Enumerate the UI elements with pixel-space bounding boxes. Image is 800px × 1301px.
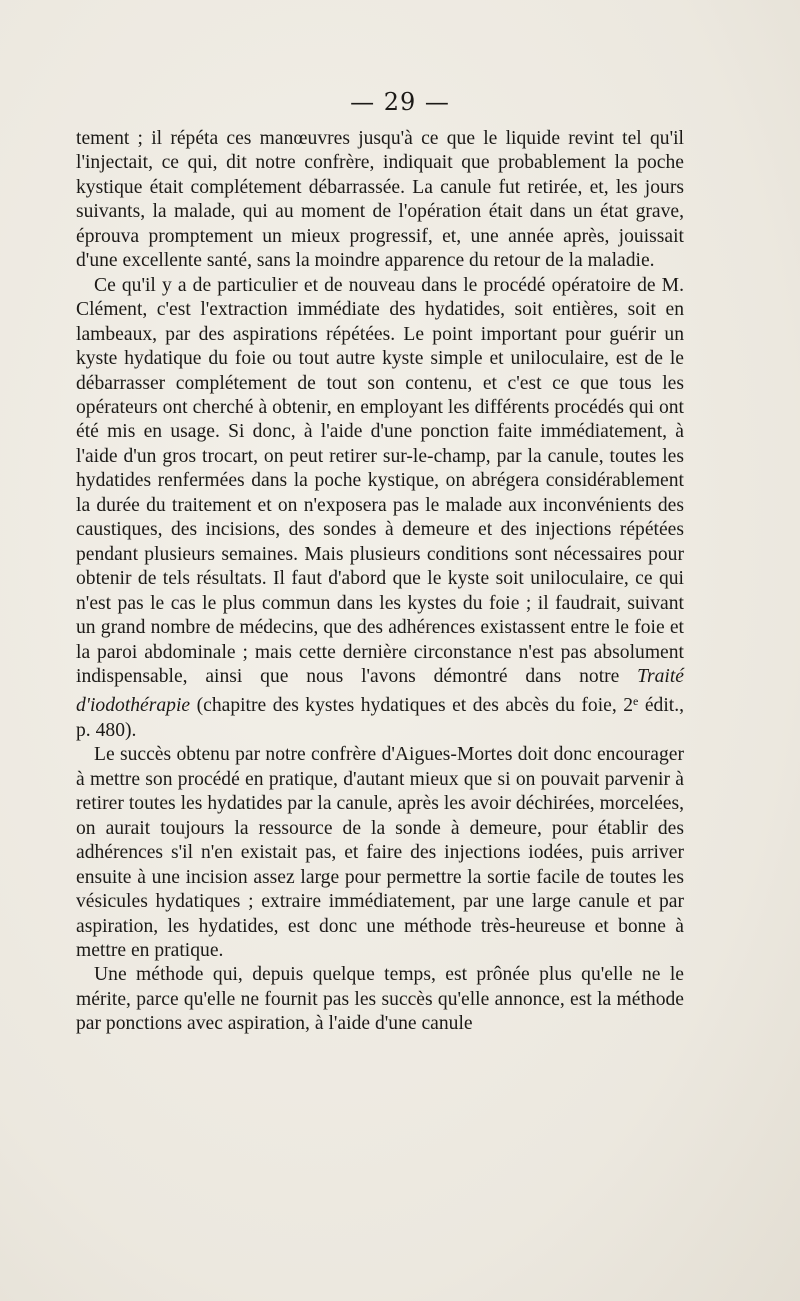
paragraph-3 [76, 743, 684, 963]
paragraph-4 [76, 963, 684, 1036]
superscript: e [633, 694, 639, 709]
paragraph-text: tement ; il répéta ces manœuvres jusqu'à ce que le liquide revint tel qu'il l'injectait, ce qui, dit notre confrère, indiquait que probablement la poche kystique était complétement débarrassée. La canule fut retirée, et, les jours suivants, la malade, qui au moment de l'opération était dans un état grave, éprouva promptement un mieux progressif, et, une année après, jouissait d'une excellente santé, sans la moindre apparence du retour de la maladie. [76, 128, 684, 272]
paragraph-1 [76, 127, 684, 274]
paragraph-text: Le succès obtenu par notre confrère d'Aigues-Mortes doit donc encourager à mettre son procédé en pratique, d'autant mieux que si on pouvait parvenir à retirer toutes les hydatides par la canule, après les avoir déchirées, morcelées, on aurait toujours la ressource de la sonde à demeure, pour établir des adhérences s'il n'en existait pas, et faire des injections iodées, puis arriver ensuite à une incision assez large pour permettre la sortie facile de toutes les vésicules hydatiques ; extraire immédiatement, par une large canule et par aspiration, les hydatides, est donc une méthode très-heureuse et bonne à mettre en pratique. [76, 744, 684, 961]
paragraph-text: (chapitre des kystes hydatiques et des abcès du foie, 2 [190, 695, 634, 717]
paragraph-2 [76, 274, 684, 744]
paragraph-text: Une méthode qui, depuis quelque temps, est prônée plus qu'elle ne le mérite, parce qu'elle ne fournit pas les succès qu'elle annonce, est la méthode par ponctions avec aspiration, à l'aide d'une canule [76, 964, 684, 1035]
body-text [76, 127, 684, 1037]
book-title: Traité d'iodothérapie [76, 665, 684, 717]
page-number: — 29 — [350, 88, 450, 116]
paragraph-text: édit., p. 480). [76, 695, 684, 741]
paragraph-text: Ce qu'il y a de particulier et de nouveau dans le procédé opératoire de M. Clément, c'est l'extraction immédiate des hydatides, soit entières, soit en lambeaux, par des aspirations répétées. Le point important pour guérir un kyste hydatique du foie ou tout autre kyste simple et uniloculaire, est de le débarrasser complétement de tout son contenu, et c'est ce que tous les opérateurs ont cherché à obtenir, en employant les différents procédés qui ont été mis en usage. Si donc, à l'aide d'une ponction faite immédiatement, à l'aide d'un gros trocart, on peut retirer sur-le-champ, par la canule, toutes les hydatides renfermées dans la poche kystique, on abrégera considérablement la durée du traitement et on n'exposera pas le malade aux inconvénients des caustiques, des incisions, des sondes à demeure et des injections répétées pendant plusieurs semaines. Mais plusieurs conditions sont nécessaires pour obtenir de tels résultats. Il faut d'abord que le kyste soit uniloculaire, ce qui n'est pas le cas le plus commun dans les kystes du foie ; il faudrait, suivant un grand nombre de médecins, que des adhérences existassent entre le foie et la paroi abdominale ; mais cette dernière circonstance n'est pas absolument indispensable, ainsi que nous l'avons démontré dans notre [76, 274, 684, 687]
